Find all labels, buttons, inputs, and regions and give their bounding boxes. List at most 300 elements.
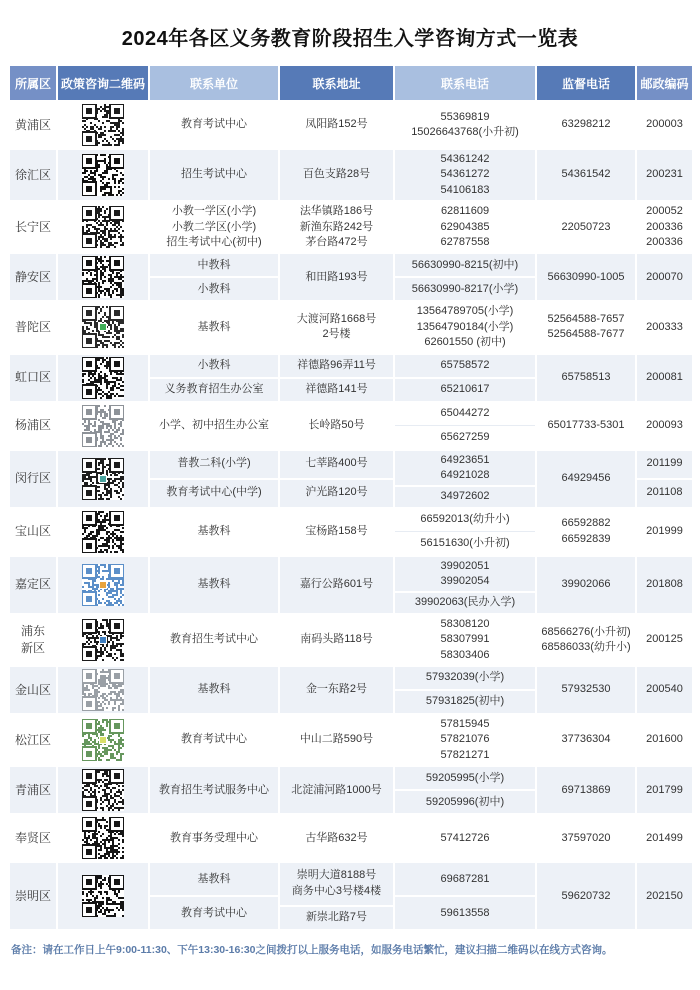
cell-postcode [637, 557, 692, 613]
address-segment [280, 615, 393, 665]
cell-district [10, 202, 56, 252]
supervision-segment [537, 557, 635, 613]
phone-value: 57931825(初中) [425, 695, 505, 708]
district-name: 普陀区 [14, 320, 51, 335]
cell-unit [150, 715, 278, 765]
address-value: 古华路632号 [305, 831, 368, 844]
cell-postcode [637, 150, 692, 200]
unit-segment [150, 403, 278, 449]
cell-qr [58, 150, 148, 200]
unit-segment [150, 276, 278, 300]
phone-value: 39902063(民办入学) [414, 596, 516, 609]
phone-segment [395, 863, 535, 895]
supervision-segment [537, 767, 635, 813]
phone-segment [395, 102, 535, 148]
postcode-value: 201108 [646, 486, 683, 499]
district-name: 黄浦区 [14, 117, 51, 132]
address-value: 新崇北路7号 [305, 911, 368, 924]
qr-code [82, 206, 124, 248]
postcode-segment [637, 102, 692, 148]
unit-segment [150, 863, 278, 895]
cell-unit [150, 451, 278, 507]
unit-value: 教育招生考试中心 [170, 633, 258, 646]
cell-postcode [637, 509, 692, 555]
cell-postcode [637, 715, 692, 765]
cell-district [10, 302, 56, 352]
address-segment [280, 302, 393, 352]
district-name: 闵行区 [14, 471, 51, 486]
cell-district [10, 355, 56, 401]
qr-code [82, 256, 124, 298]
postcode-value: 201808 [646, 578, 683, 591]
cell-qr [58, 403, 148, 449]
phone-value: 65210617 [440, 382, 490, 395]
cell-phone [395, 355, 535, 401]
phone-value: 39902054 [440, 575, 490, 588]
postcode-segment [637, 667, 692, 713]
cell-district [10, 254, 56, 300]
postcode-value: 201199 [646, 457, 683, 470]
phone-value: 57815945 [440, 718, 490, 731]
unit-segment [150, 667, 278, 713]
phone-value: 56630990-8215(初中) [411, 258, 519, 271]
unit-value: 普教二科(小学) [177, 457, 251, 470]
postcode-value: 200231 [646, 168, 683, 181]
cell-phone [395, 302, 535, 352]
unit-value: 基教科 [197, 578, 231, 591]
phone-value: 62904385 [440, 220, 490, 233]
cell-qr [58, 767, 148, 813]
unit-segment [150, 557, 278, 613]
district-name: 静安区 [14, 269, 51, 284]
supervision-segment [537, 254, 635, 300]
supervision-value: 66592882 [561, 517, 611, 530]
cell-unit [150, 355, 278, 401]
unit-value: 小学、初中招生办公室 [159, 418, 269, 431]
supervision-value: 59620732 [561, 889, 611, 902]
unit-value: 基教科 [197, 872, 231, 885]
supervision-value: 39902066 [561, 578, 611, 591]
phone-segment [395, 557, 535, 592]
phone-segment [395, 667, 535, 689]
postcode-value: 200070 [646, 270, 683, 283]
phone-value: 56151630(小升初) [420, 536, 510, 549]
phone-value: 59205995(小学) [425, 771, 505, 784]
unit-value: 教育事务受理中心 [170, 831, 258, 844]
supervision-segment [537, 815, 635, 861]
cell-postcode [637, 102, 692, 148]
qr-code [82, 104, 124, 146]
phone-value: 65044272 [440, 407, 490, 420]
cell-address [280, 451, 393, 507]
table-row-长宁区 [10, 202, 690, 252]
unit-segment [150, 815, 278, 861]
table-row-金山区 [10, 667, 690, 713]
unit-value: 基教科 [197, 524, 231, 537]
address-segment [280, 863, 393, 904]
table-row-徐汇区 [10, 150, 690, 200]
unit-segment [150, 895, 278, 929]
address-segment [280, 202, 393, 252]
address-segment [280, 150, 393, 200]
table-body [10, 102, 690, 929]
qr-code [82, 564, 124, 606]
supervision-value: 56630990-1005 [547, 270, 625, 283]
table-row-黄浦区 [10, 102, 690, 148]
cell-phone [395, 254, 535, 300]
phone-value: 69687281 [440, 872, 490, 885]
address-segment [280, 451, 393, 478]
postcode-segment [637, 150, 692, 200]
cell-supervision [537, 150, 635, 200]
cell-address [280, 302, 393, 352]
supervision-value: 54361542 [561, 168, 611, 181]
district-name: 长宁区 [14, 219, 51, 234]
qr-code [82, 875, 124, 917]
cell-supervision [537, 767, 635, 813]
qr-code [82, 719, 124, 761]
address-value: 北淀浦河路1000号 [291, 783, 382, 796]
supervision-segment [537, 150, 635, 200]
qr-code [82, 817, 124, 859]
supervision-segment [537, 403, 635, 449]
table-header-row [10, 66, 690, 100]
postcode-segment [637, 815, 692, 861]
column-header-qr: 政策咨询二维码 [58, 66, 148, 100]
supervision-value: 37597020 [561, 831, 611, 844]
qr-code [82, 458, 124, 500]
unit-segment [150, 302, 278, 352]
table-row-崇明区 [10, 863, 690, 929]
cell-supervision [537, 557, 635, 613]
table-row-闵行区 [10, 451, 690, 507]
phone-value: 59205996(初中) [425, 795, 505, 808]
address-segment [280, 815, 393, 861]
address-value: 金一东路2号 [305, 683, 368, 696]
cell-address [280, 615, 393, 665]
phone-value: 58303406 [440, 648, 490, 661]
column-header-postcode: 邮政编码 [637, 66, 692, 100]
district-name: 青浦区 [14, 782, 51, 797]
cell-qr [58, 102, 148, 148]
phone-value: 64921028 [440, 468, 490, 481]
supervision-segment [537, 355, 635, 401]
cell-unit [150, 102, 278, 148]
unit-value: 招生考试中心(初中) [166, 235, 262, 248]
address-segment [280, 478, 393, 507]
cell-postcode [637, 254, 692, 300]
postcode-segment [637, 615, 692, 665]
cell-phone [395, 102, 535, 148]
cell-supervision [537, 202, 635, 252]
supervision-segment [537, 302, 635, 352]
cell-supervision [537, 355, 635, 401]
unit-value: 教育招生考试服务中心 [159, 783, 269, 796]
column-header-district: 所属区 [10, 66, 56, 100]
cell-supervision [537, 615, 635, 665]
unit-value: 教育考试中心 [181, 906, 247, 919]
supervision-segment [537, 509, 635, 555]
postcode-segment [637, 254, 692, 300]
phone-value: 57821076 [440, 733, 490, 746]
cell-supervision [537, 102, 635, 148]
phone-segment [395, 815, 535, 861]
cell-supervision [537, 451, 635, 507]
cell-phone [395, 815, 535, 861]
address-value: 祥德路141号 [305, 382, 368, 395]
address-value: 南码头路118号 [300, 633, 373, 646]
cell-qr [58, 615, 148, 665]
postcode-value: 200052 [646, 205, 683, 218]
unit-value: 义务教育招生办公室 [164, 382, 264, 395]
unit-segment [150, 767, 278, 813]
cell-address [280, 557, 393, 613]
unit-segment [150, 715, 278, 765]
phone-value: 54106183 [440, 183, 490, 196]
table-row-青浦区 [10, 767, 690, 813]
table-row-奉贤区 [10, 815, 690, 861]
address-segment [280, 102, 393, 148]
footnote: 备注：请在工作日上午9:00-11:30、下午13:30-16:30之间拨打以上服务电话，如服务电话繁忙，建议扫描二维码以在线方式咨询。 [11, 944, 613, 957]
postcode-value: 201799 [646, 783, 683, 796]
phone-segment [395, 591, 535, 612]
qr-code [82, 154, 124, 196]
unit-value: 招生考试中心 [181, 168, 247, 181]
cell-address [280, 102, 393, 148]
phone-segment [395, 254, 535, 276]
phone-value: 13564789705(小学) [416, 305, 514, 318]
cell-qr [58, 355, 148, 401]
cell-supervision [537, 403, 635, 449]
district-name: 浦东 [20, 624, 45, 639]
cell-qr [58, 451, 148, 507]
address-segment [280, 403, 393, 449]
supervision-segment [537, 667, 635, 713]
address-value: 嘉行公路601号 [299, 578, 374, 591]
cell-district [10, 403, 56, 449]
cell-address [280, 509, 393, 555]
postcode-value: 201999 [646, 524, 683, 537]
cell-postcode [637, 202, 692, 252]
table-row-宝山区 [10, 509, 690, 555]
cell-address [280, 254, 393, 300]
address-segment [280, 767, 393, 813]
cell-phone [395, 615, 535, 665]
unit-value: 小教二学区(小学) [171, 220, 257, 233]
cell-postcode [637, 815, 692, 861]
column-header-unit: 联系单位 [150, 66, 278, 100]
phone-segment [395, 689, 535, 713]
postcode-segment [637, 202, 692, 252]
cell-qr [58, 715, 148, 765]
enrollment-table [10, 66, 690, 929]
address-value: 宝杨路158号 [305, 524, 368, 537]
cell-phone [395, 202, 535, 252]
unit-segment [150, 509, 278, 555]
district-name: 嘉定区 [14, 577, 51, 592]
cell-unit [150, 557, 278, 613]
phone-segment [395, 789, 535, 813]
address-value: 长岭路50号 [308, 418, 365, 431]
cell-unit [150, 863, 278, 929]
district-name: 徐汇区 [14, 167, 51, 182]
unit-segment [150, 102, 278, 148]
cell-address [280, 150, 393, 200]
postcode-value: 200336 [646, 220, 683, 233]
cell-district [10, 509, 56, 555]
cell-address [280, 403, 393, 449]
cell-postcode [637, 302, 692, 352]
cell-qr [58, 254, 148, 300]
cell-supervision [537, 302, 635, 352]
unit-value: 教育考试中心(中学) [166, 486, 262, 499]
cell-qr [58, 509, 148, 555]
table-row-浦东新区 [10, 615, 690, 665]
cell-phone [395, 667, 535, 713]
unit-value: 中教科 [197, 258, 231, 271]
phone-segment [395, 531, 535, 555]
postcode-value: 200081 [646, 370, 683, 383]
postcode-value: 200125 [646, 633, 683, 646]
table-row-松江区 [10, 715, 690, 765]
cell-unit [150, 767, 278, 813]
address-segment [280, 557, 393, 613]
cell-qr [58, 667, 148, 713]
supervision-value: 69713869 [561, 783, 611, 796]
district-name: 新区 [20, 640, 45, 655]
phone-value: 62787558 [440, 235, 490, 248]
address-value: 七莘路400号 [305, 457, 368, 470]
cell-unit [150, 150, 278, 200]
phone-value: 58308120 [440, 617, 490, 630]
supervision-value: 63298212 [561, 118, 611, 131]
cell-district [10, 102, 56, 148]
phone-value: 59613558 [440, 906, 490, 919]
phone-value: 54361242 [440, 153, 490, 165]
unit-value: 小教一学区(小学) [171, 205, 257, 218]
cell-district [10, 863, 56, 929]
supervision-value: 64929456 [561, 471, 611, 484]
address-segment [280, 715, 393, 765]
address-value: 崇明大道8188号 [296, 869, 377, 882]
page-title: 2024年各区义务教育阶段招生入学咨询方式一览表 [121, 28, 579, 50]
district-name: 崇明区 [14, 888, 51, 903]
address-value: 和田路193号 [305, 270, 368, 283]
phone-value: 64923651 [440, 453, 490, 466]
cell-unit [150, 509, 278, 555]
table-row-静安区 [10, 254, 690, 300]
postcode-value: 201499 [646, 831, 683, 844]
qr-code [82, 769, 124, 811]
supervision-segment [537, 451, 635, 507]
cell-supervision [537, 715, 635, 765]
cell-qr [58, 815, 148, 861]
phone-segment [395, 509, 535, 532]
cell-address [280, 863, 393, 929]
phone-segment [395, 615, 535, 665]
cell-phone [395, 767, 535, 813]
address-value: 茅台路472号 [305, 235, 368, 248]
cell-phone [395, 451, 535, 507]
cell-unit [150, 403, 278, 449]
postcode-value: 200093 [646, 418, 683, 431]
cell-phone [395, 557, 535, 613]
address-value: 沪光路120号 [305, 486, 368, 499]
district-name: 虹口区 [14, 370, 51, 385]
column-header-address: 联系地址 [280, 66, 393, 100]
cell-postcode [637, 863, 692, 929]
cell-postcode [637, 355, 692, 401]
unit-segment [150, 254, 278, 276]
unit-value: 基教科 [197, 683, 231, 696]
phone-value: 66592013(幼升小) [420, 513, 510, 526]
postcode-segment [637, 403, 692, 449]
cell-phone [395, 403, 535, 449]
column-header-supervision: 监督电话 [537, 66, 635, 100]
cell-district [10, 557, 56, 613]
table-row-嘉定区 [10, 557, 690, 613]
cell-qr [58, 302, 148, 352]
phone-value: 57821271 [440, 748, 490, 761]
cell-phone [395, 150, 535, 200]
cell-phone [395, 863, 535, 929]
address-value: 大渡河路1668号 [296, 313, 377, 326]
cell-qr [58, 863, 148, 929]
phone-segment [395, 150, 535, 200]
address-value: 祥德路96弄11号 [297, 358, 376, 371]
phone-value: 65758572 [440, 358, 490, 371]
table-row-虹口区 [10, 355, 690, 401]
phone-segment [395, 895, 535, 929]
postcode-value: 202150 [646, 889, 683, 902]
postcode-value: 200003 [646, 118, 683, 131]
address-segment [280, 667, 393, 713]
qr-code [82, 357, 124, 399]
supervision-value: 57932530 [561, 683, 611, 696]
phone-value: 62601550 (初中) [424, 336, 506, 349]
address-value: 商务中心3号楼4楼 [291, 884, 382, 897]
cell-supervision [537, 254, 635, 300]
cell-qr [58, 557, 148, 613]
qr-code [82, 405, 124, 447]
qr-code [82, 669, 124, 711]
postcode-value: 200336 [646, 235, 683, 248]
phone-segment [395, 767, 535, 789]
phone-value: 62811609 [440, 205, 490, 218]
unit-value: 基教科 [197, 320, 231, 333]
cell-district [10, 767, 56, 813]
supervision-value: 52564588-7677 [547, 328, 625, 341]
cell-district [10, 451, 56, 507]
cell-postcode [637, 615, 692, 665]
address-segment [280, 355, 393, 377]
phone-value: 58307991 [440, 633, 490, 646]
cell-postcode [637, 767, 692, 813]
cell-supervision [537, 509, 635, 555]
phone-value: 54361272 [440, 168, 490, 181]
phone-value: 13564790184(小学) [416, 320, 514, 333]
cell-supervision [537, 863, 635, 929]
cell-address [280, 815, 393, 861]
supervision-value: 68566276(小升初) [541, 625, 631, 638]
postcode-value: 201600 [646, 733, 683, 746]
district-name: 杨浦区 [14, 418, 51, 433]
district-name: 奉贤区 [14, 830, 51, 845]
supervision-value: 22050723 [561, 220, 611, 233]
cell-unit [150, 615, 278, 665]
cell-address [280, 355, 393, 401]
cell-unit [150, 302, 278, 352]
